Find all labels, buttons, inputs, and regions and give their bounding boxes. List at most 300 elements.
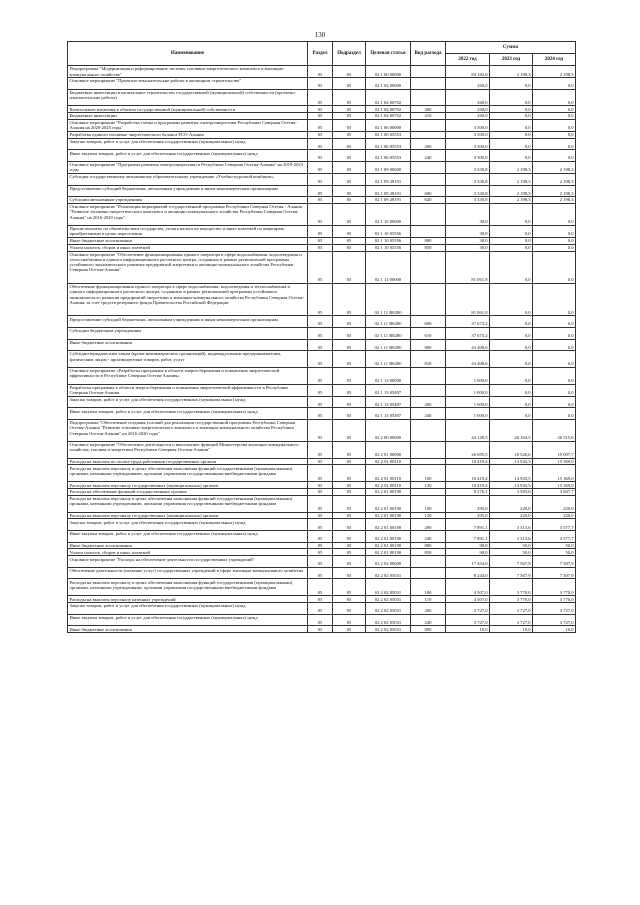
row-name-cell: Основное мероприятие "Расходы на обеспечение деятельности государственных учреждений" [68, 556, 308, 568]
row-name-cell: Расходы на выплаты персоналу в целях обеспечения выполнения функций государственными (муниципальными) органами, казенными учреждениями, органами управления государственными внебюджетными фондами [68, 579, 308, 596]
row-name-cell: Иные закупки товаров, работ и услуг для обеспечения государственных (муниципальных) нужд [68, 150, 308, 162]
row-target-cell: 02 2 02 05031 [366, 567, 411, 579]
table-row [68, 542, 576, 549]
row-subsection-cell: 05 [333, 396, 366, 408]
row-2022-cell: 3 500,0 [446, 119, 490, 131]
row-subsection-cell: 05 [333, 106, 366, 113]
row-section-cell: 05 [308, 626, 333, 633]
row-section-cell: 05 [308, 225, 333, 237]
row-2022-cell: 1 000,0 [446, 396, 490, 408]
row-2024-cell: 0,0 [533, 408, 576, 420]
row-2024-cell: 0,0 [533, 225, 576, 237]
table-row [68, 419, 576, 441]
row-expense-type-cell [411, 251, 446, 283]
table-row [68, 441, 576, 458]
row-target-cell: 02 2 01 00190 [366, 489, 411, 496]
row-section-cell: 05 [308, 384, 333, 396]
row-section-cell: 05 [308, 131, 333, 138]
row-section-cell: 05 [308, 351, 333, 368]
row-name-cell: Иные бюджетные ассигнования [68, 542, 308, 549]
row-target-cell: 02 2 01 00190 [366, 542, 411, 549]
row-2024-cell: 15 369,0 [533, 458, 576, 465]
row-2024-cell: 0,0 [533, 327, 576, 339]
row-name-cell: Основное мероприятие "Программа развития электроэнергетики в Республике Северная Осетия-Алания" на 2019-2023 годы [68, 161, 308, 173]
row-section-cell: 05 [308, 113, 333, 120]
table-row [68, 556, 576, 568]
row-expense-type-cell: 850 [411, 244, 446, 251]
row-2023-cell: 3 727,0 [490, 603, 533, 615]
row-2024-cell: 0,0 [533, 119, 576, 131]
row-expense-type-cell [411, 384, 446, 396]
table-row [68, 549, 576, 556]
row-2023-cell: 2 198,3 [490, 161, 533, 173]
row-subsection-cell: 05 [333, 173, 366, 185]
row-expense-type-cell [411, 489, 446, 496]
row-name-cell: Расходы на выплаты по оплате труда работников государственных органов [68, 458, 308, 465]
row-subsection-cell: 05 [333, 150, 366, 162]
row-subsection-cell: 05 [333, 89, 366, 106]
row-target-cell: 02 2 02 05031 [366, 596, 411, 603]
table-row [68, 495, 576, 512]
row-subsection-cell: 05 [333, 603, 366, 615]
row-2022-cell: 4 507,0 [446, 596, 490, 603]
row-name-cell: Уплата налогов, сборов и иных платежей [68, 244, 308, 251]
row-subsection-cell: 05 [333, 482, 366, 489]
table-row [68, 339, 576, 351]
row-target-cell: 02 2 01 00190 [366, 549, 411, 556]
row-subsection-cell: 05 [333, 489, 366, 496]
row-2022-cell: 30,0 [446, 225, 490, 237]
row-section-cell: 05 [308, 441, 333, 458]
row-section-cell: 05 [308, 316, 333, 328]
row-subsection-cell: 05 [333, 465, 366, 482]
row-2024-cell: 19 007,7 [533, 441, 576, 458]
table-row [68, 519, 576, 531]
row-name-cell: Основное мероприятие "Обеспечение функционирования единого оператора в сфере водоснабжения, водоотведения и теплоснабжения и единого информационного расчетного центра, созданных в рамках региональной программы устойчивого экономического развития предприятий энергетики и жилищно-коммунального хозяйства Республики Северная Осетия-Алания" [68, 251, 308, 283]
row-2023-cell: 0,0 [490, 78, 533, 90]
table-row [68, 131, 576, 138]
row-expense-type-cell: 120 [411, 482, 446, 489]
table-row [68, 138, 576, 150]
row-section-cell: 05 [308, 531, 333, 543]
row-2024-cell: 3 577,7 [533, 531, 576, 543]
row-expense-type-cell [411, 161, 446, 173]
row-2023-cell: 3 727,0 [490, 614, 533, 626]
row-expense-type-cell [411, 89, 446, 106]
row-subsection-cell: 05 [333, 244, 366, 251]
row-2024-cell: 0,0 [533, 131, 576, 138]
row-2023-cell: 0,0 [490, 408, 533, 420]
row-target-cell: 02 1 00 00000 [366, 66, 411, 78]
row-2022-cell: 18 419,4 [446, 458, 490, 465]
row-2023-cell: 14 943,5 [490, 458, 533, 465]
row-target-cell: 02 2 02 05031 [366, 579, 411, 596]
row-2024-cell: 10,0 [533, 626, 576, 633]
row-section-cell: 05 [308, 197, 333, 204]
row-subsection-cell: 05 [333, 138, 366, 150]
row-expense-type-cell: 800 [411, 626, 446, 633]
row-expense-type-cell [411, 66, 446, 78]
row-2023-cell: 0,0 [490, 283, 533, 315]
row-2023-cell: 0,0 [490, 203, 533, 225]
row-subsection-cell: 05 [333, 119, 366, 131]
table-row [68, 408, 576, 420]
row-2024-cell: 3 847,7 [533, 489, 576, 496]
row-section-cell: 05 [308, 185, 333, 197]
row-name-cell: Бюджетные инвестиции [68, 113, 308, 120]
row-2023-cell: 0,0 [490, 316, 533, 328]
row-2022-cell: 90,0 [446, 549, 490, 556]
row-2022-cell: 295,0 [446, 512, 490, 519]
row-name-cell: Закупка товаров, работ и услуг для обеспечения государственных (муниципальных) нужд [68, 519, 308, 531]
row-subsection-cell: 05 [333, 614, 366, 626]
row-name-cell: Разработка программы в области энергосбережения и повышения энергетической эффективности в Республике Северная Осетия-Алания [68, 384, 308, 396]
row-section-cell: 05 [308, 519, 333, 531]
row-2024-cell: 3 577,7 [533, 519, 576, 531]
row-2023-cell: 0,0 [490, 244, 533, 251]
row-2023-cell: 0,0 [490, 339, 533, 351]
col-header-target: Целевая статья [366, 42, 411, 66]
row-name-cell: Основное мероприятие "Реализация мероприятий государственной программы Республики Северная Осетия - Алания "Развитие топливно-энергетического комплекса и жилищно-коммунального хозяйства Республики Северная Осетия-Алания" на 2016-2020 годы" [68, 203, 308, 225]
row-subsection-cell: 05 [333, 408, 366, 420]
table-row [68, 185, 576, 197]
row-2024-cell: 2 198,3 [533, 66, 576, 78]
row-2024-cell: 0,0 [533, 138, 576, 150]
row-2022-cell: 18 419,4 [446, 465, 490, 482]
table-body [68, 66, 576, 633]
row-expense-type-cell [411, 119, 446, 131]
col-header-name: Наименование [68, 42, 308, 66]
row-2022-cell: 18 419,4 [446, 482, 490, 489]
table-row [68, 244, 576, 251]
row-2023-cell: 0,0 [490, 113, 533, 120]
row-expense-type-cell [411, 419, 446, 441]
row-name-cell: Закупка товаров, работ и услуг для обеспечения государственных (муниципальных) нужд [68, 396, 308, 408]
row-section-cell: 05 [308, 78, 333, 90]
row-subsection-cell: 05 [333, 351, 366, 368]
table-row [68, 531, 576, 543]
row-target-cell: 02 1 10 05556 [366, 237, 411, 244]
row-2022-cell: 3 727,0 [446, 614, 490, 626]
row-2023-cell: 0,0 [490, 89, 533, 106]
row-2023-cell: 2 198,3 [490, 185, 533, 197]
row-target-cell: 02 1 04 00702 [366, 106, 411, 113]
row-section-cell: 05 [308, 614, 333, 626]
row-2022-cell: 37 673,2 [446, 316, 490, 328]
row-target-cell: 02 2 01 00190 [366, 495, 411, 512]
row-expense-type-cell: 800 [411, 339, 446, 351]
row-expense-type-cell: 200 [411, 519, 446, 531]
row-section-cell: 05 [308, 173, 333, 185]
row-target-cell: 02 2 01 00000 [366, 441, 411, 458]
row-target-cell: 02 1 13 05497 [366, 396, 411, 408]
row-subsection-cell: 05 [333, 567, 366, 579]
row-target-cell: 02 1 11 R8280 [366, 339, 411, 351]
row-target-cell: 02 2 02 05031 [366, 603, 411, 615]
row-subsection-cell: 05 [333, 316, 366, 328]
row-target-cell: 02 1 06 00000 [366, 119, 411, 131]
row-2023-cell: 3 313,6 [490, 519, 533, 531]
row-name-cell: Расходы на выплаты персоналу в целях обеспечения выполнения функций государственными (муниципальными) органами, казенными учреждениями, органами управления государственными внебюджетными фондами [68, 495, 308, 512]
row-2022-cell: 260,0 [446, 113, 490, 120]
table-row [68, 489, 576, 496]
row-expense-type-cell: 240 [411, 408, 446, 420]
row-subsection-cell: 05 [333, 327, 366, 339]
row-expense-type-cell [411, 556, 446, 568]
row-subsection-cell: 05 [333, 283, 366, 315]
row-target-cell: 02 1 13 05497 [366, 384, 411, 396]
row-2023-cell: 26 104,5 [490, 419, 533, 441]
row-2022-cell: 3 330,8 [446, 197, 490, 204]
row-target-cell: 02 1 11 R8280 [366, 351, 411, 368]
row-subsection-cell: 05 [333, 556, 366, 568]
row-name-cell: Субсидии юридическим лицам (кроме некоммерческих организаций), индивидуальным предпринимателям, физическим лицам - производителям товаров, работ, услуг [68, 351, 308, 368]
table-row [68, 237, 576, 244]
col-header-subsection: Подраздел [333, 42, 366, 66]
row-2024-cell: 0,0 [533, 203, 576, 225]
row-expense-type-cell: 600 [411, 316, 446, 328]
row-2022-cell: 30,0 [446, 203, 490, 225]
row-expense-type-cell: 200 [411, 138, 446, 150]
table-row [68, 106, 576, 113]
table-row [68, 251, 576, 283]
row-2024-cell: 7 507,9 [533, 556, 576, 568]
row-target-cell: 02 2 01 00110 [366, 458, 411, 465]
row-2023-cell: 3 770,0 [490, 596, 533, 603]
row-section-cell: 05 [308, 339, 333, 351]
row-section-cell: 05 [308, 549, 333, 556]
row-expense-type-cell [411, 567, 446, 579]
row-2023-cell: 2 198,3 [490, 197, 533, 204]
row-2024-cell: 0,0 [533, 237, 576, 244]
row-2024-cell: 0,0 [533, 113, 576, 120]
row-2022-cell: 3 727,0 [446, 603, 490, 615]
row-target-cell: 02 1 04 00702 [366, 113, 411, 120]
row-expense-type-cell: 800 [411, 237, 446, 244]
row-section-cell: 05 [308, 495, 333, 512]
row-expense-type-cell: 850 [411, 549, 446, 556]
row-2023-cell: 3 583,6 [490, 489, 533, 496]
row-target-cell: 02 2 01 00190 [366, 519, 411, 531]
row-2022-cell: 81 061,8 [446, 283, 490, 315]
row-2023-cell: 14 943,5 [490, 465, 533, 482]
row-2022-cell: 3 500,0 [446, 150, 490, 162]
row-section-cell: 05 [308, 203, 333, 225]
budget-table [67, 41, 576, 633]
row-2023-cell: 50,0 [490, 549, 533, 556]
row-name-cell: Разработка единого топливно-энергетического баланса РСО-Алания [68, 131, 308, 138]
table-row [68, 351, 576, 368]
table-row [68, 603, 576, 615]
row-2024-cell: 3 770,0 [533, 596, 576, 603]
row-2024-cell: 0,0 [533, 351, 576, 368]
table-row [68, 283, 576, 315]
row-2022-cell: 26 695,5 [446, 441, 490, 458]
row-subsection-cell: 05 [333, 441, 366, 458]
row-subsection-cell: 05 [333, 367, 366, 384]
row-section-cell: 05 [308, 283, 333, 315]
row-target-cell: 02 1 11 00000 [366, 251, 411, 283]
row-section-cell: 05 [308, 327, 333, 339]
row-section-cell: 05 [308, 465, 333, 482]
row-2024-cell: 7 507,9 [533, 567, 576, 579]
row-section-cell: 05 [308, 396, 333, 408]
row-section-cell: 05 [308, 542, 333, 549]
row-target-cell: 02 1 09 00000 [366, 161, 411, 173]
row-subsection-cell: 05 [333, 419, 366, 441]
row-section-cell: 05 [308, 161, 333, 173]
row-2022-cell: 260,0 [446, 106, 490, 113]
row-2024-cell: 0,0 [533, 316, 576, 328]
row-expense-type-cell [411, 203, 446, 225]
row-2023-cell: 0,0 [490, 251, 533, 283]
row-name-cell: Обеспечение деятельности (оказание услуг) государственных учреждений в сфере жилищно-коммунального хозяйства [68, 567, 308, 579]
table-row [68, 173, 576, 185]
row-target-cell: 02 1 10 05556 [366, 225, 411, 237]
row-expense-type-cell: 600 [411, 185, 446, 197]
row-target-cell: 02 1 11 R8280 [366, 283, 411, 315]
table-row [68, 89, 576, 106]
table-row [68, 482, 576, 489]
row-2022-cell: 260,0 [446, 78, 490, 90]
row-2022-cell: 43 408,6 [446, 351, 490, 368]
row-name-cell: Субсидия государственному автономному образовательному учреждению «Учебно-курсовой комбинат» [68, 173, 308, 185]
row-name-cell: Иные бюджетные ассигнования [68, 237, 308, 244]
row-section-cell: 05 [308, 138, 333, 150]
row-target-cell: 02 1 09 28191 [366, 185, 411, 197]
row-expense-type-cell: 240 [411, 150, 446, 162]
row-target-cell: 02 1 06 05553 [366, 150, 411, 162]
row-2023-cell: 0,0 [490, 106, 533, 113]
row-target-cell: 02 1 09 28191 [366, 173, 411, 185]
row-name-cell: Расходы на обеспечение функций государственных органов [68, 489, 308, 496]
row-subsection-cell: 05 [333, 596, 366, 603]
row-subsection-cell: 05 [333, 203, 366, 225]
row-name-cell: Субсидии автономным учреждениям [68, 197, 308, 204]
row-2024-cell: 3 727,0 [533, 614, 576, 626]
row-section-cell: 05 [308, 119, 333, 131]
table-row [68, 327, 576, 339]
row-2023-cell: 2 198,3 [490, 173, 533, 185]
row-subsection-cell: 05 [333, 113, 366, 120]
row-2023-cell: 220,0 [490, 495, 533, 512]
row-subsection-cell: 05 [333, 512, 366, 519]
row-target-cell: 02 1 06 05553 [366, 138, 411, 150]
row-2024-cell: 0,0 [533, 384, 576, 396]
row-subsection-cell: 05 [333, 197, 366, 204]
table-row [68, 567, 576, 579]
row-target-cell: 02 1 04 00000 [366, 78, 411, 90]
row-2023-cell: 10,0 [490, 626, 533, 633]
row-2022-cell: 8 244,0 [446, 567, 490, 579]
row-2023-cell: 0,0 [490, 396, 533, 408]
row-expense-type-cell: 240 [411, 531, 446, 543]
row-2022-cell: 3 330,8 [446, 185, 490, 197]
row-name-cell: Иные закупки товаров, работ и услуг для обеспечения государственных (муниципальных) нужд [68, 408, 308, 420]
row-expense-type-cell: 410 [411, 113, 446, 120]
row-expense-type-cell: 100 [411, 579, 446, 596]
row-name-cell: Иные бюджетные ассигнования [68, 339, 308, 351]
col-header-2024: 2024 год [533, 54, 576, 66]
table-row [68, 384, 576, 396]
row-name-cell: Предоставление субсидий бюджетным, автономным учреждениям и иным некоммерческим организациям [68, 185, 308, 197]
row-2024-cell: 220,0 [533, 495, 576, 512]
row-expense-type-cell [411, 173, 446, 185]
row-2022-cell: 3 330,8 [446, 173, 490, 185]
row-2023-cell: 7 567,9 [490, 556, 533, 568]
row-2024-cell: 2 198,3 [533, 197, 576, 204]
row-expense-type-cell [411, 283, 446, 315]
row-2024-cell: 15 369,0 [533, 482, 576, 489]
row-name-cell: Прочие выплаты по обязательствам государства, уплата налога на имущество и иных платежей по квартирам, приобретенным в целях переселения [68, 225, 308, 237]
row-2024-cell: 2 198,3 [533, 185, 576, 197]
row-subsection-cell: 05 [333, 384, 366, 396]
row-target-cell: 02 2 00 00000 [366, 419, 411, 441]
row-2023-cell: 0,0 [490, 367, 533, 384]
row-expense-type-cell: 100 [411, 465, 446, 482]
row-section-cell: 05 [308, 251, 333, 283]
row-2022-cell: 90,0 [446, 542, 490, 549]
row-expense-type-cell [411, 458, 446, 465]
row-name-cell: Основное мероприятие "Обеспечение деятельности и выполнение функций Министерства жилищно-коммунального хозяйства, топлива и энергетики Республики Северная Осетия-Алания" [68, 441, 308, 458]
row-2023-cell: 0,0 [490, 131, 533, 138]
row-name-cell: Предоставление субсидий бюджетным, автономным учреждениям и иным некоммерческим организациям [68, 316, 308, 328]
row-2024-cell: 0,0 [533, 367, 576, 384]
table-row [68, 396, 576, 408]
row-expense-type-cell: 120 [411, 512, 446, 519]
row-target-cell: 02 2 01 00190 [366, 512, 411, 519]
table-row [68, 78, 576, 90]
row-name-cell: Иные бюджетные ассигнования [68, 626, 308, 633]
row-2022-cell: 260,0 [446, 89, 490, 106]
row-2024-cell: 0,0 [533, 78, 576, 90]
row-expense-type-cell: 800 [411, 542, 446, 549]
row-2023-cell: 3 313,6 [490, 531, 533, 543]
row-2022-cell: 17 454,0 [446, 556, 490, 568]
row-2023-cell: 0,0 [490, 327, 533, 339]
row-expense-type-cell: 110 [411, 596, 446, 603]
row-expense-type-cell [411, 225, 446, 237]
row-2024-cell: 2 198,3 [533, 161, 576, 173]
row-section-cell: 05 [308, 89, 333, 106]
row-subsection-cell: 05 [333, 458, 366, 465]
row-subsection-cell: 05 [333, 549, 366, 556]
row-target-cell: 02 1 04 00702 [366, 89, 411, 106]
row-subsection-cell: 05 [333, 626, 366, 633]
row-2024-cell: 0,0 [533, 244, 576, 251]
row-2022-cell: 44 149,5 [446, 419, 490, 441]
col-header-2023: 2023 год [490, 54, 533, 66]
table-row [68, 367, 576, 384]
row-section-cell: 05 [308, 579, 333, 596]
row-name-cell: Основное мероприятие "Проектно-изыскательские работы в жилищном строительстве" [68, 78, 308, 90]
row-subsection-cell: 05 [333, 519, 366, 531]
table-row [68, 66, 576, 78]
row-2022-cell: 3 500,0 [446, 131, 490, 138]
row-2022-cell: 1 000,0 [446, 408, 490, 420]
page-number: 130 [314, 31, 326, 39]
table-row [68, 458, 576, 465]
row-2022-cell: 295,0 [446, 495, 490, 512]
row-name-cell: Капитальные вложения в объекты государственной (муниципальной) собственности [68, 106, 308, 113]
row-target-cell: 02 1 11 R8280 [366, 327, 411, 339]
row-expense-type-cell: 400 [411, 106, 446, 113]
row-section-cell: 05 [308, 489, 333, 496]
row-subsection-cell: 05 [333, 531, 366, 543]
row-2023-cell: 14 943,5 [490, 482, 533, 489]
row-section-cell: 05 [308, 596, 333, 603]
row-subsection-cell: 05 [333, 225, 366, 237]
